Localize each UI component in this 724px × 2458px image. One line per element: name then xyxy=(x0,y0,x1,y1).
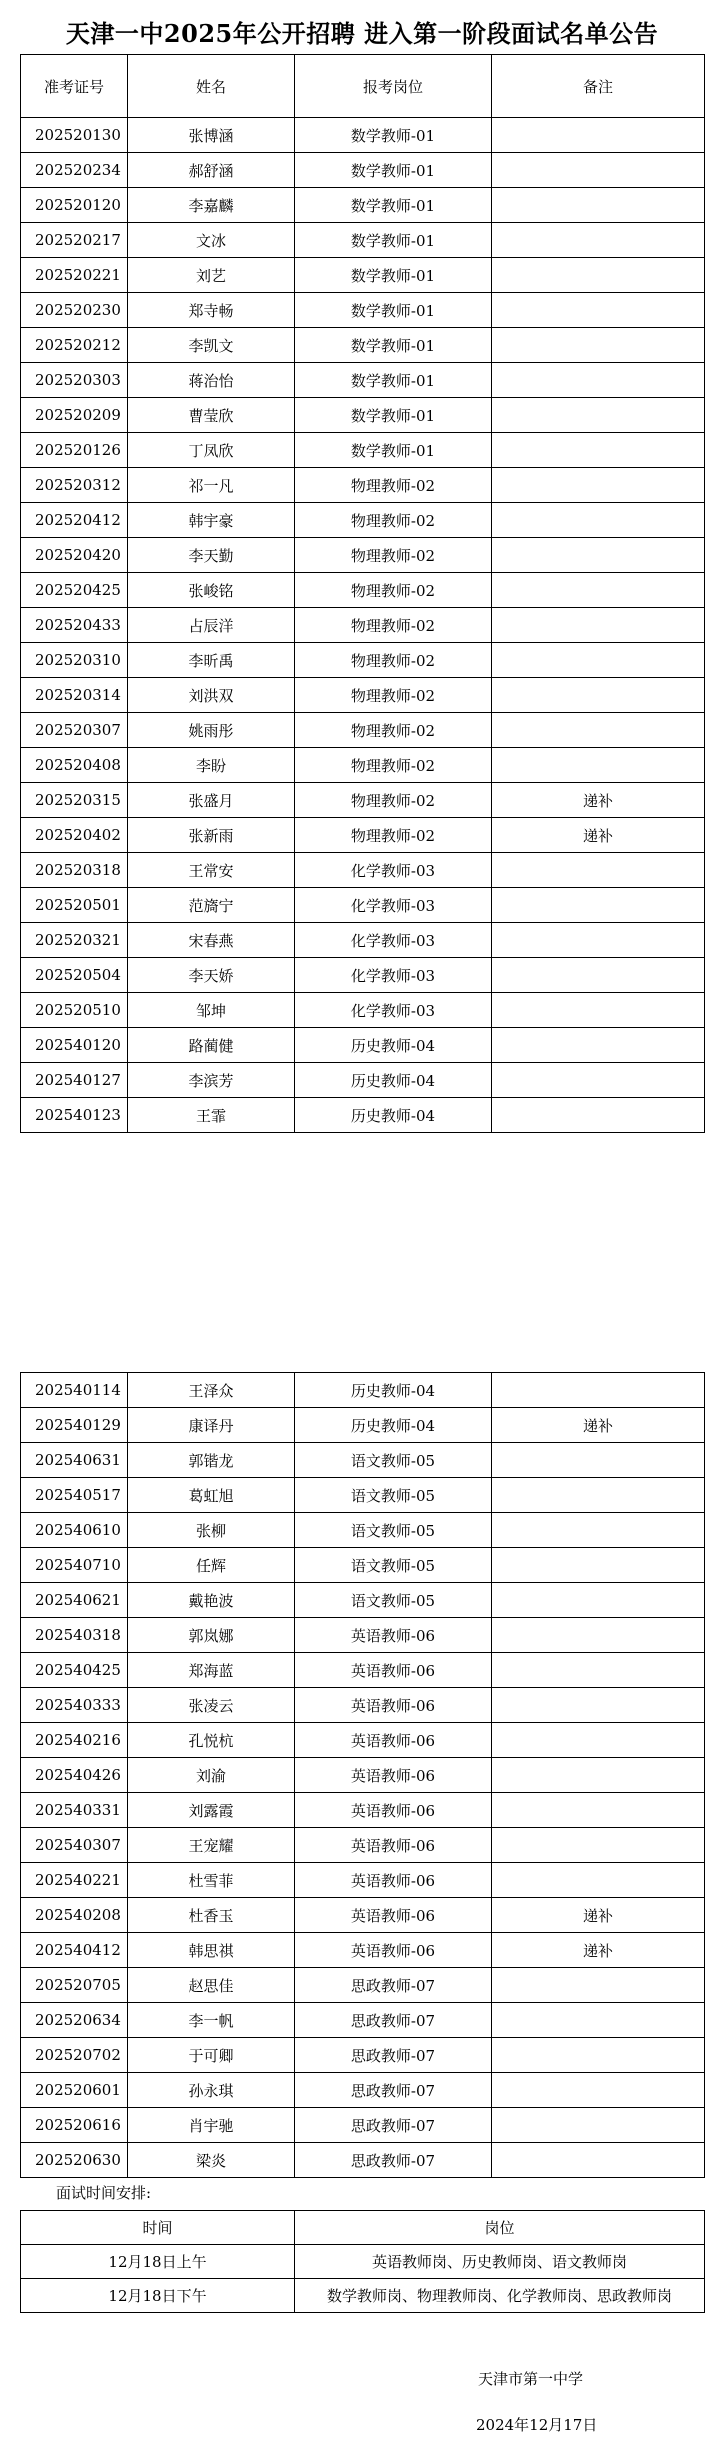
exam-id-cell: 202520702 xyxy=(21,2038,128,2073)
table-row xyxy=(21,643,705,678)
table-row xyxy=(21,1618,705,1653)
position-cell: 语文教师-05 xyxy=(295,1583,492,1618)
position-cell: 数学教师-01 xyxy=(295,153,492,188)
name-cell: 郑寺畅 xyxy=(128,293,295,328)
exam-id-cell: 202520501 xyxy=(21,888,128,923)
remark-cell xyxy=(492,1583,705,1618)
remark-cell xyxy=(492,538,705,573)
name-cell: 丁凤欣 xyxy=(128,433,295,468)
table-header-row xyxy=(21,55,705,118)
table-row xyxy=(21,958,705,993)
position-cell: 数学教师-01 xyxy=(295,118,492,153)
name-cell: 王霏 xyxy=(128,1098,295,1133)
position-cell: 物理教师-02 xyxy=(295,783,492,818)
remark-cell xyxy=(492,958,705,993)
exam-id-cell: 202520601 xyxy=(21,2073,128,2108)
table-row xyxy=(21,1828,705,1863)
signature-organization: 天津市第一中学 xyxy=(478,2370,584,2388)
table-row xyxy=(21,1688,705,1723)
table-row xyxy=(21,328,705,363)
name-cell: 李一帆 xyxy=(128,2003,295,2038)
table-row xyxy=(21,1513,705,1548)
remark-cell xyxy=(492,1098,705,1133)
exam-id-cell: 202520126 xyxy=(21,433,128,468)
remark-cell: 递补 xyxy=(492,1933,705,1968)
exam-id-cell: 202540621 xyxy=(21,1583,128,1618)
name-cell: 张盛月 xyxy=(128,783,295,818)
table-row xyxy=(21,783,705,818)
position-cell: 物理教师-02 xyxy=(295,678,492,713)
position-cell: 化学教师-03 xyxy=(295,888,492,923)
table-row xyxy=(21,118,705,153)
position-cell: 语文教师-05 xyxy=(295,1478,492,1513)
exam-id-cell: 202540331 xyxy=(21,1793,128,1828)
name-cell: 文冰 xyxy=(128,223,295,258)
exam-id-cell: 202520120 xyxy=(21,188,128,223)
position-cell: 英语教师-06 xyxy=(295,1653,492,1688)
name-cell: 张峻铭 xyxy=(128,573,295,608)
table-row xyxy=(21,1793,705,1828)
name-cell: 宋春燕 xyxy=(128,923,295,958)
position-cell: 数学教师-01 xyxy=(295,363,492,398)
position-cell: 数学教师-01 xyxy=(295,328,492,363)
exam-id-cell: 202520402 xyxy=(21,818,128,853)
remark-cell xyxy=(492,258,705,293)
remark-cell xyxy=(492,888,705,923)
table-row xyxy=(21,608,705,643)
remark-cell xyxy=(492,923,705,958)
remark-cell xyxy=(492,748,705,783)
schedule-positions: 英语教师岗、历史教师岗、语文教师岗 xyxy=(295,2245,705,2279)
table-row xyxy=(21,888,705,923)
position-cell: 英语教师-06 xyxy=(295,1723,492,1758)
exam-id-cell: 202540426 xyxy=(21,1758,128,1793)
exam-id-cell: 202520408 xyxy=(21,748,128,783)
exam-id-cell: 202540318 xyxy=(21,1618,128,1653)
remark-cell xyxy=(492,1618,705,1653)
remark-cell xyxy=(492,1723,705,1758)
name-cell: 于可卿 xyxy=(128,2038,295,2073)
remark-cell xyxy=(492,1513,705,1548)
remark-cell xyxy=(492,468,705,503)
schedule-positions: 数学教师岗、物理教师岗、化学教师岗、思政教师岗 xyxy=(295,2279,705,2313)
remark-cell xyxy=(492,853,705,888)
position-cell: 数学教师-01 xyxy=(295,433,492,468)
remark-cell: 递补 xyxy=(492,818,705,853)
name-cell: 占辰洋 xyxy=(128,608,295,643)
exam-id-cell: 202520310 xyxy=(21,643,128,678)
exam-id-cell: 202540425 xyxy=(21,1653,128,1688)
exam-id-cell: 202540127 xyxy=(21,1063,128,1098)
header-remark: 备注 xyxy=(492,55,705,118)
exam-id-cell: 202520318 xyxy=(21,853,128,888)
remark-cell xyxy=(492,713,705,748)
table-row xyxy=(21,1443,705,1478)
remark-cell xyxy=(492,328,705,363)
table-row xyxy=(21,363,705,398)
exam-id-cell: 202540129 xyxy=(21,1408,128,1443)
table-row xyxy=(21,1863,705,1898)
exam-id-cell: 202520315 xyxy=(21,783,128,818)
position-cell: 思政教师-07 xyxy=(295,2003,492,2038)
table-row xyxy=(21,1933,705,1968)
table-row xyxy=(21,433,705,468)
name-cell: 刘艺 xyxy=(128,258,295,293)
exam-id-cell: 202520217 xyxy=(21,223,128,258)
page-title: 天津一中2025年公开招聘 进入第一阶段面试名单公告 xyxy=(65,19,659,48)
position-cell: 思政教师-07 xyxy=(295,2073,492,2108)
remark-cell xyxy=(492,503,705,538)
schedule-row xyxy=(21,2279,705,2313)
name-cell: 康译丹 xyxy=(128,1408,295,1443)
name-cell: 李天勤 xyxy=(128,538,295,573)
remark-cell xyxy=(492,1653,705,1688)
name-cell: 张博涵 xyxy=(128,118,295,153)
remark-cell xyxy=(492,678,705,713)
position-cell: 英语教师-06 xyxy=(295,1688,492,1723)
exam-id-cell: 202520314 xyxy=(21,678,128,713)
remark-cell xyxy=(492,363,705,398)
position-cell: 英语教师-06 xyxy=(295,1793,492,1828)
name-cell: 郭岚娜 xyxy=(128,1618,295,1653)
remark-cell xyxy=(492,188,705,223)
position-cell: 历史教师-04 xyxy=(295,1373,492,1408)
remark-cell xyxy=(492,1758,705,1793)
header-exam-id: 准考证号 xyxy=(21,55,128,118)
position-cell: 语文教师-05 xyxy=(295,1513,492,1548)
table-row xyxy=(21,468,705,503)
table-row xyxy=(21,223,705,258)
position-cell: 数学教师-01 xyxy=(295,188,492,223)
name-cell: 王宠耀 xyxy=(128,1828,295,1863)
name-cell: 梁炎 xyxy=(128,2143,295,2178)
table-row xyxy=(21,678,705,713)
schedule-header-row xyxy=(21,2211,705,2245)
schedule-header-time: 时间 xyxy=(21,2211,295,2245)
name-cell: 韩思祺 xyxy=(128,1933,295,1968)
table-row xyxy=(21,1898,705,1933)
exam-id-cell: 202520630 xyxy=(21,2143,128,2178)
remark-cell xyxy=(492,1793,705,1828)
position-cell: 数学教师-01 xyxy=(295,223,492,258)
exam-id-cell: 202520510 xyxy=(21,993,128,1028)
table-row xyxy=(21,398,705,433)
remark-cell xyxy=(492,1688,705,1723)
position-cell: 数学教师-01 xyxy=(295,293,492,328)
remark-cell xyxy=(492,1063,705,1098)
name-cell: 李盼 xyxy=(128,748,295,783)
position-cell: 化学教师-03 xyxy=(295,993,492,1028)
schedule-row xyxy=(21,2245,705,2279)
position-cell: 物理教师-02 xyxy=(295,608,492,643)
position-cell: 物理教师-02 xyxy=(295,713,492,748)
position-cell: 语文教师-05 xyxy=(295,1443,492,1478)
table-row xyxy=(21,2143,705,2178)
candidate-table-2 xyxy=(20,1372,705,2178)
candidate-table-1 xyxy=(20,54,705,1133)
name-cell: 任辉 xyxy=(128,1548,295,1583)
remark-cell xyxy=(492,398,705,433)
exam-id-cell: 202540610 xyxy=(21,1513,128,1548)
remark-cell xyxy=(492,1443,705,1478)
remark-cell: 递补 xyxy=(492,1898,705,1933)
table-row xyxy=(21,1758,705,1793)
exam-id-cell: 202540517 xyxy=(21,1478,128,1513)
exam-id-cell: 202520412 xyxy=(21,503,128,538)
exam-id-cell: 202540631 xyxy=(21,1443,128,1478)
remark-cell xyxy=(492,1828,705,1863)
remark-cell: 递补 xyxy=(492,783,705,818)
position-cell: 物理教师-02 xyxy=(295,503,492,538)
remark-cell xyxy=(492,2143,705,2178)
table-row xyxy=(21,1063,705,1098)
position-cell: 英语教师-06 xyxy=(295,1933,492,1968)
name-cell: 张凌云 xyxy=(128,1688,295,1723)
table-row xyxy=(21,2038,705,2073)
remark-cell xyxy=(492,2038,705,2073)
name-cell: 祁一凡 xyxy=(128,468,295,503)
position-cell: 历史教师-04 xyxy=(295,1408,492,1443)
position-cell: 思政教师-07 xyxy=(295,2108,492,2143)
signature-date: 2024年12月17日 xyxy=(476,2416,598,2434)
exam-id-cell: 202520420 xyxy=(21,538,128,573)
position-cell: 英语教师-06 xyxy=(295,1898,492,1933)
exam-id-cell: 202520433 xyxy=(21,608,128,643)
table-row xyxy=(21,258,705,293)
table-row xyxy=(21,1478,705,1513)
exam-id-cell: 202540114 xyxy=(21,1373,128,1408)
exam-id-cell: 202520425 xyxy=(21,573,128,608)
position-cell: 数学教师-01 xyxy=(295,258,492,293)
name-cell: 张新雨 xyxy=(128,818,295,853)
exam-id-cell: 202520212 xyxy=(21,328,128,363)
exam-id-cell: 202520321 xyxy=(21,923,128,958)
position-cell: 英语教师-06 xyxy=(295,1758,492,1793)
name-cell: 李凯文 xyxy=(128,328,295,363)
position-cell: 语文教师-05 xyxy=(295,1548,492,1583)
table-row xyxy=(21,818,705,853)
table-row xyxy=(21,538,705,573)
name-cell: 蒋治怡 xyxy=(128,363,295,398)
table-row xyxy=(21,923,705,958)
table-row xyxy=(21,2073,705,2108)
name-cell: 郝舒涵 xyxy=(128,153,295,188)
table-row xyxy=(21,1028,705,1063)
remark-cell xyxy=(492,153,705,188)
position-cell: 物理教师-02 xyxy=(295,748,492,783)
exam-id-cell: 202520221 xyxy=(21,258,128,293)
schedule-time: 12月18日下午 xyxy=(21,2279,295,2313)
name-cell: 韩宇豪 xyxy=(128,503,295,538)
exam-id-cell: 202540710 xyxy=(21,1548,128,1583)
schedule-header-position: 岗位 xyxy=(295,2211,705,2245)
table-row xyxy=(21,1968,705,2003)
exam-id-cell: 202540123 xyxy=(21,1098,128,1133)
name-cell: 李天娇 xyxy=(128,958,295,993)
remark-cell xyxy=(492,1028,705,1063)
name-cell: 戴艳波 xyxy=(128,1583,295,1618)
name-cell: 刘露霞 xyxy=(128,1793,295,1828)
exam-id-cell: 202520234 xyxy=(21,153,128,188)
name-cell: 葛虹旭 xyxy=(128,1478,295,1513)
name-cell: 郑海蓝 xyxy=(128,1653,295,1688)
table-row xyxy=(21,573,705,608)
position-cell: 化学教师-03 xyxy=(295,853,492,888)
exam-id-cell: 202540333 xyxy=(21,1688,128,1723)
table-row xyxy=(21,1098,705,1133)
exam-id-cell: 202520209 xyxy=(21,398,128,433)
exam-id-cell: 202540120 xyxy=(21,1028,128,1063)
name-cell: 孙永琪 xyxy=(128,2073,295,2108)
remark-cell xyxy=(492,433,705,468)
remark-cell xyxy=(492,1548,705,1583)
position-cell: 物理教师-02 xyxy=(295,468,492,503)
name-cell: 刘洪双 xyxy=(128,678,295,713)
position-cell: 化学教师-03 xyxy=(295,958,492,993)
table-row xyxy=(21,503,705,538)
name-cell: 曹莹欣 xyxy=(128,398,295,433)
position-cell: 物理教师-02 xyxy=(295,538,492,573)
table-row xyxy=(21,1408,705,1443)
exam-id-cell: 202520230 xyxy=(21,293,128,328)
schedule-label: 面试时间安排: xyxy=(56,2184,152,2202)
exam-id-cell: 202540307 xyxy=(21,1828,128,1863)
exam-id-cell: 202520312 xyxy=(21,468,128,503)
position-cell: 英语教师-06 xyxy=(295,1618,492,1653)
header-position: 报考岗位 xyxy=(295,55,492,118)
exam-id-cell: 202540412 xyxy=(21,1933,128,1968)
table-row xyxy=(21,2108,705,2143)
position-cell: 思政教师-07 xyxy=(295,2038,492,2073)
remark-cell xyxy=(492,1863,705,1898)
position-cell: 思政教师-07 xyxy=(295,2143,492,2178)
remark-cell: 递补 xyxy=(492,1408,705,1443)
exam-id-cell: 202520130 xyxy=(21,118,128,153)
position-cell: 历史教师-04 xyxy=(295,1098,492,1133)
remark-cell xyxy=(492,2108,705,2143)
header-name: 姓名 xyxy=(128,55,295,118)
name-cell: 赵思佳 xyxy=(128,1968,295,2003)
table-row xyxy=(21,713,705,748)
remark-cell xyxy=(492,643,705,678)
name-cell: 肖宇驰 xyxy=(128,2108,295,2143)
table-row xyxy=(21,1548,705,1583)
remark-cell xyxy=(492,1478,705,1513)
exam-id-cell: 202540216 xyxy=(21,1723,128,1758)
name-cell: 范旖宁 xyxy=(128,888,295,923)
remark-cell xyxy=(492,1968,705,2003)
position-cell: 思政教师-07 xyxy=(295,1968,492,2003)
position-cell: 历史教师-04 xyxy=(295,1063,492,1098)
position-cell: 物理教师-02 xyxy=(295,643,492,678)
table-row xyxy=(21,188,705,223)
name-cell: 姚雨彤 xyxy=(128,713,295,748)
name-cell: 李昕禹 xyxy=(128,643,295,678)
position-cell: 化学教师-03 xyxy=(295,923,492,958)
table-row xyxy=(21,1373,705,1408)
table-row xyxy=(21,853,705,888)
exam-id-cell: 202520705 xyxy=(21,1968,128,2003)
schedule-time: 12月18日上午 xyxy=(21,2245,295,2279)
name-cell: 路蔺健 xyxy=(128,1028,295,1063)
exam-id-cell: 202540221 xyxy=(21,1863,128,1898)
remark-cell xyxy=(492,293,705,328)
name-cell: 郭锴龙 xyxy=(128,1443,295,1478)
position-cell: 英语教师-06 xyxy=(295,1863,492,1898)
table-row xyxy=(21,153,705,188)
position-cell: 历史教师-04 xyxy=(295,1028,492,1063)
remark-cell xyxy=(492,118,705,153)
name-cell: 刘渝 xyxy=(128,1758,295,1793)
exam-id-cell: 202520303 xyxy=(21,363,128,398)
table-row xyxy=(21,2003,705,2038)
name-cell: 李嘉麟 xyxy=(128,188,295,223)
exam-id-cell: 202520616 xyxy=(21,2108,128,2143)
position-cell: 数学教师-01 xyxy=(295,398,492,433)
name-cell: 杜雪菲 xyxy=(128,1863,295,1898)
table-row xyxy=(21,748,705,783)
exam-id-cell: 202520504 xyxy=(21,958,128,993)
exam-id-cell: 202520307 xyxy=(21,713,128,748)
table-row xyxy=(21,293,705,328)
name-cell: 张柳 xyxy=(128,1513,295,1548)
name-cell: 王泽众 xyxy=(128,1373,295,1408)
position-cell: 物理教师-02 xyxy=(295,573,492,608)
name-cell: 杜香玉 xyxy=(128,1898,295,1933)
position-cell: 英语教师-06 xyxy=(295,1828,492,1863)
remark-cell xyxy=(492,608,705,643)
name-cell: 孔悦杭 xyxy=(128,1723,295,1758)
remark-cell xyxy=(492,2003,705,2038)
remark-cell xyxy=(492,223,705,258)
schedule-table xyxy=(20,2210,705,2313)
remark-cell xyxy=(492,993,705,1028)
remark-cell xyxy=(492,1373,705,1408)
table-row xyxy=(21,1653,705,1688)
position-cell: 物理教师-02 xyxy=(295,818,492,853)
name-cell: 王常安 xyxy=(128,853,295,888)
table-row xyxy=(21,993,705,1028)
exam-id-cell: 202540208 xyxy=(21,1898,128,1933)
remark-cell xyxy=(492,573,705,608)
table-row xyxy=(21,1723,705,1758)
table-row xyxy=(21,1583,705,1618)
name-cell: 李滨芳 xyxy=(128,1063,295,1098)
name-cell: 邹坤 xyxy=(128,993,295,1028)
remark-cell xyxy=(492,2073,705,2108)
exam-id-cell: 202520634 xyxy=(21,2003,128,2038)
